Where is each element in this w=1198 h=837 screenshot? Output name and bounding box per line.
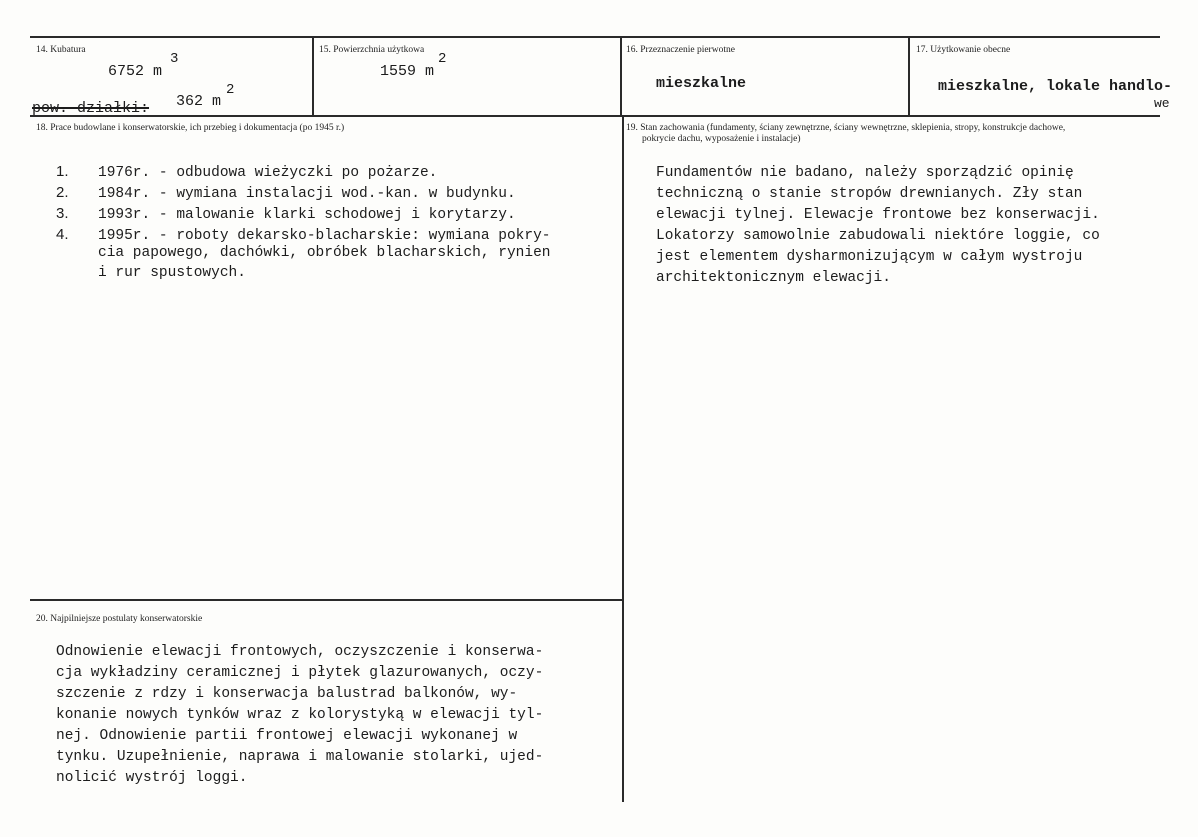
list-item-continuation: cia papowego, dachówki, obróbek blacharskich, rynien <box>98 245 551 261</box>
field-20-label: 20. Najpilniejsze postulaty konserwatorskie <box>36 614 203 624</box>
plot-area-label: pow. działki: <box>32 100 150 117</box>
list-item: 1. 1976r. - odbudowa wieżyczki po pożarze. <box>56 163 438 181</box>
field-16-value: mieszkalne <box>656 75 747 92</box>
row1-divider-2 <box>620 36 622 116</box>
top-border <box>30 36 1160 38</box>
field-19-line: Lokatorzy samowolnie zabudowali niektóre loggie, co <box>656 228 1100 244</box>
list-item: 2. 1984r. - wymiana instalacji wod.-kan. w budynku. <box>56 184 516 202</box>
row1-divider-3 <box>908 36 910 116</box>
field-19-label-line2: pokrycie dachu, wyposażenie i instalacje) <box>642 134 801 144</box>
list-item-continuation: i rur spustowych. <box>98 265 246 281</box>
field-19-line: architektonicznym elewacji. <box>656 270 891 286</box>
field-20-line: nej. Odnowienie partii frontowej elewacji wykonanej w <box>56 728 518 744</box>
field-19-line: techniczną o stanie stropów drewnianych. Zły stan <box>656 186 1083 202</box>
list-item: 4. 1995r. - roboty dekarsko-blacharskie: wymiana pokry- <box>56 226 551 244</box>
field-20-line: Odnowienie elewacji frontowych, oczyszczenie i konserwa- <box>56 644 544 660</box>
field-15-label: 15. Powierzchnia użytkowa <box>319 45 425 55</box>
main-vertical-divider <box>622 116 624 802</box>
field-19-label-line1: 19. Stan zachowania (fundamenty, ściany zewnętrzne, ściany wewnętrzne, sklepienia, stropy, konstrukcje dachowe, <box>626 123 1066 133</box>
field-20-line: konanie nowych tynków wraz z kolorystyką w elewacji tyl- <box>56 707 544 723</box>
field-17-label: 17. Użytkowanie obecne <box>916 45 1011 55</box>
field-14-exponent: 3 <box>170 51 179 67</box>
field-20-line: cja wykładziny ceramicznej i płytek glazurowanych, oczy- <box>56 665 544 681</box>
field-20-line: szczenie z rdzy i konserwacja balustrad balkonów, wy- <box>56 686 518 702</box>
field-18-label: 18. Prace budowlane i konserwatorskie, ich przebieg i dokumentacja (po 1945 r.) <box>36 123 345 133</box>
row1-divider-1 <box>312 36 314 116</box>
field-15-exponent: 2 <box>438 51 447 67</box>
field-16-label: 16. Przeznaczenie pierwotne <box>626 45 735 55</box>
field-20-line: nolicić wystrój loggi. <box>56 770 248 786</box>
row1-bottom-line <box>30 115 1160 117</box>
field-14-label: 14. Kubatura <box>36 45 86 55</box>
field-19-line: Fundamentów nie badano, należy sporządzić opinię <box>656 165 1074 181</box>
plot-area-exponent: 2 <box>226 82 235 98</box>
field-15-value: 1559 m <box>380 63 435 80</box>
section20-top-line <box>30 599 623 601</box>
field-14-value: 6752 m <box>108 63 163 80</box>
field-19-line: jest elementem dysharmonizującym w całym wystroju <box>656 249 1083 265</box>
list-item: 3. 1993r. - malowanie klarki schodowej i korytarzy. <box>56 205 516 223</box>
field-17-value-line1: mieszkalne, lokale handlo- <box>938 78 1173 95</box>
plot-area-value: 362 m <box>176 93 222 110</box>
field-19-line: elewacji tylnej. Elewacje frontowe bez konserwacji. <box>656 207 1100 223</box>
field-20-line: tynku. Uzupełnienie, naprawa i malowanie stolarki, ujed- <box>56 749 544 765</box>
field-17-value-line2: we <box>1154 96 1170 111</box>
